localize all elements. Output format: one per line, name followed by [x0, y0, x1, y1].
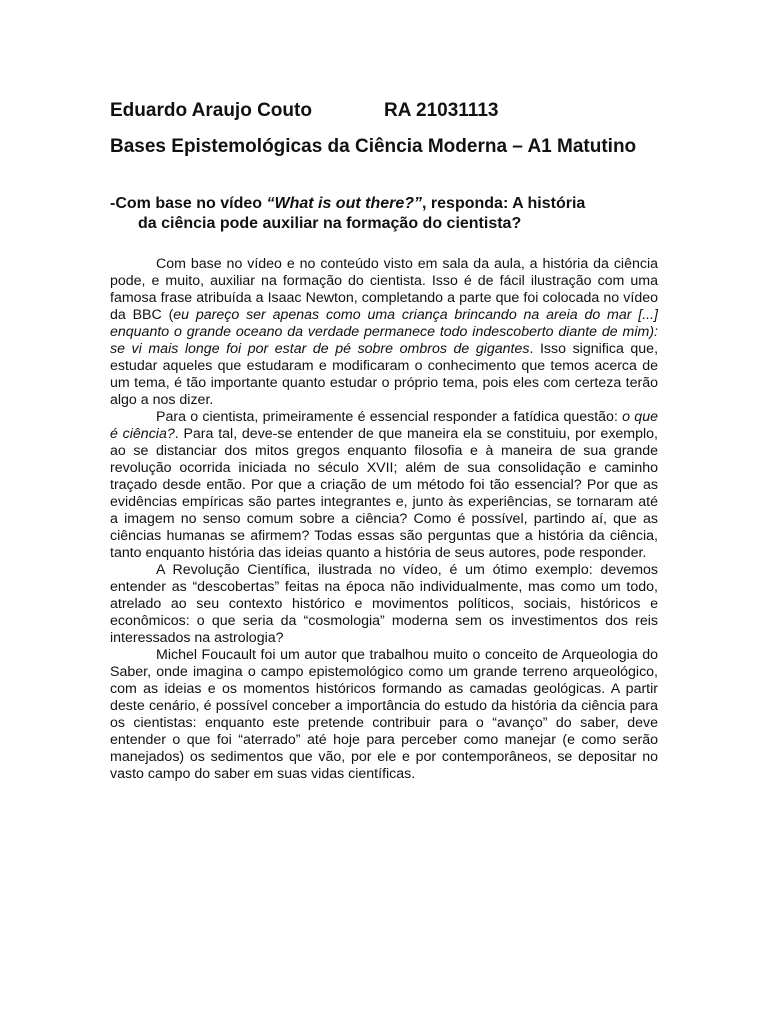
question-heading: [110, 194, 650, 234]
paragraph-2-text-b: . Para tal, deve-se entender de que maneira ela se constituiu, por exemplo, ao se distanciar dos mitos gregos enquanto filosofia e à maneira de sua grande revolução ocorrida iniciada no século XVII; além de sua consolidação e caminho traçado desde então. Por que a criação de um método foi tão essencial? Por que as evidências empíricas são partes integrantes e, junto às experiências, se tornaram até a imagem no senso comum sobre a ciência? Como é possível, partindo aí, que as ciências humanas se afirmem? Todas essas são perguntas que a história da ciência, tanto enquanto história das ideias quanto a história de seus autores, pode responder.: [110, 426, 658, 561]
paragraph-1: [110, 256, 658, 409]
author-name: Eduardo Araujo Couto: [110, 100, 312, 121]
science-question: o que é ciência?: [110, 409, 658, 442]
student-ra: RA 21031113: [384, 100, 499, 121]
question-line-2: da ciência pode auxiliar na formação do cientista?: [138, 215, 522, 232]
paragraph-1-text-a: Com base no vídeo e no conteúdo visto em sala da aula, a história da ciência pode, e muito, auxiliar na formação do cientista. Isso é de fácil ilustração com uma famosa frase atribuída a Isaac Newton, completando a parte que foi colocada no vídeo da BBC (: [110, 256, 658, 323]
question-prefix: -Com base no vídeo: [110, 195, 267, 212]
question-rest: , responda: A história: [422, 195, 586, 212]
essay-body: [110, 256, 658, 783]
course-title: Bases Epistemológicas da Ciência Moderna – A1 Matutino: [110, 136, 637, 157]
paragraph-1-text-b: . Isso significa que, estudar aqueles que estudaram e modificaram o conhecimento que temos acerca de um tema, é tão importante quanto estudar o próprio tema, pois eles com certeza terão algo a nos dizer.: [110, 341, 659, 408]
paragraph-4: Michel Foucault foi um autor que trabalhou muito o conceito de Arqueologia do Saber, onde imagina o campo epistemológico como um grande terreno arqueológico, com as ideias e os momentos históricos formando as camadas geológicas. A partir deste cenário, é possível conceber a importância do estudo da história da ciência para os cientistas: enquanto este pretende contribuir para o “avanço” do saber, deve entender o que foi “aterrado” até hoje para perceber como manejar (e como serão manejados) os sedimentos que vão, por ele e por contemporâneos, se depositar no vasto campo do saber em suas vidas científicas.: [110, 647, 658, 782]
author-line: [110, 100, 670, 122]
video-title: “What is out there?”: [266, 195, 423, 212]
newton-quote: eu pareço ser apenas como uma criança brincando na areia do mar [...] enquanto o grande oceano da verdade permanece todo indescoberto diante de mim): se vi mais longe foi por estar de pé sobre ombros de gigantes: [110, 307, 658, 357]
question-line-1: [110, 194, 650, 214]
paragraph-3: A Revolução Científica, ilustrada no vídeo, é um ótimo exemplo: devemos entender as “descobertas” feitas na época não individualmente, mas como um todo, atrelado ao seu contexto histórico e movimentos políticos, sociais, históricos e econômicos: o que seria da “cosmologia” moderna sem os investimentos dos reis interessados na astrologia?: [110, 562, 658, 646]
paragraph-2: [110, 409, 658, 562]
paragraph-2-text-a: Para o cientista, primeiramente é essencial responder a fatídica questão:: [156, 409, 623, 425]
